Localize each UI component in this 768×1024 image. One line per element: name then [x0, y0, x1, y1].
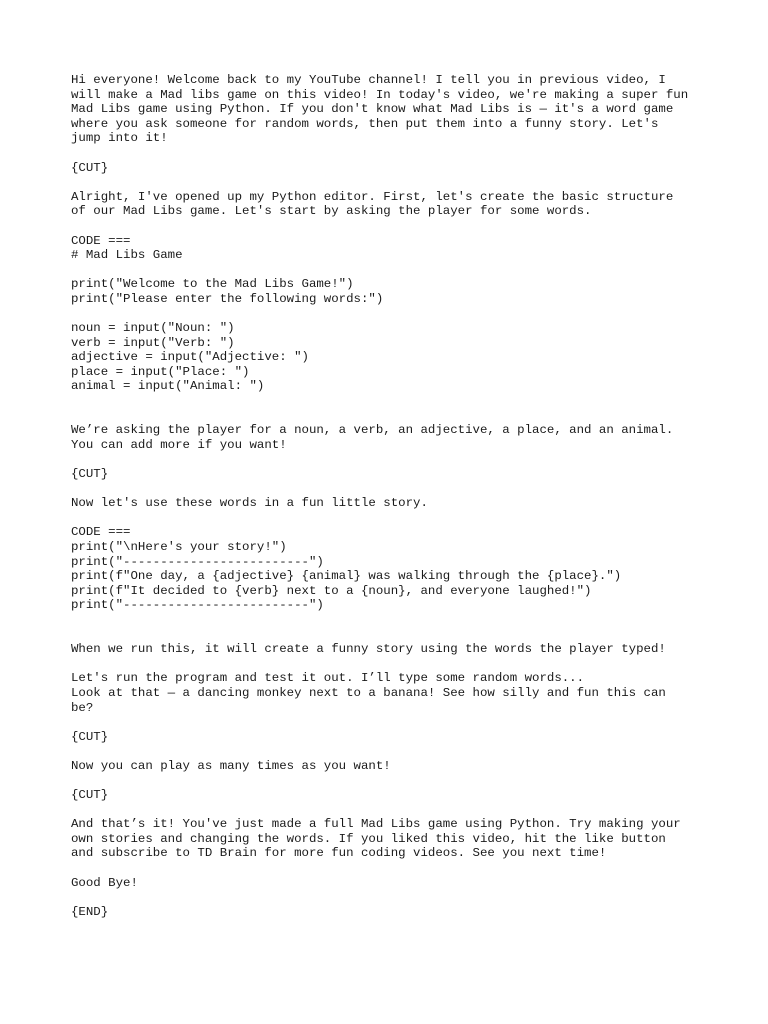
inputs-explanation-paragraph: We’re asking the player for a noun, a verb, an adjective, a place, and an animal. You can add more if you want!	[71, 423, 674, 452]
editor-paragraph: Alright, I've opened up my Python editor. First, let's create the basic structure of our Mad Libs game. Let's start by asking the player for some words.	[71, 189, 674, 219]
cut-marker: {CUT}	[71, 467, 109, 482]
test-run-paragraph: Let's run the program and test it out. I’ll type some random words... Look at that — a dancing monkey next to a banana! See how silly and fun this can be?	[71, 671, 666, 715]
goodbye-paragraph: Good Bye!	[71, 875, 138, 890]
cut-marker: {CUT}	[71, 160, 109, 175]
outro-paragraph: And that’s it! You've just made a full Mad Libs game using Python. Try making your own stories and changing the words. If you liked this video, hit the like button and subscribe to TD Brain for more fun coding videos. See you next time!	[71, 817, 681, 861]
run-explanation-paragraph: When we run this, it will create a funny story using the words the player typed!	[71, 642, 666, 657]
code-block-header: CODE === # Mad Libs Game	[71, 233, 183, 263]
document-page	[71, 73, 731, 919]
code-block-print-welcome: print("Welcome to the Mad Libs Game!") print("Please enter the following words:")	[71, 277, 384, 306]
cut-marker: {CUT}	[71, 729, 109, 744]
replay-paragraph: Now you can play as many times as you want!	[71, 758, 391, 773]
end-marker: {END}	[71, 904, 109, 919]
story-intro-paragraph: Now let's use these words in a fun little story.	[71, 496, 428, 511]
code-block-inputs: noun = input("Noun: ") verb = input("Verb: ") adjective = input("Adjective: ") place = input("Place: ") animal = input("Animal: ")	[71, 321, 309, 394]
code-block-story: CODE === print("\nHere's your story!") print("-------------------------") print(f"One day, a {adjective} {animal} was walking through the {place}.") print(f"It decided to {verb} next to a {noun}, and everyone laughed!") print("-------------------------")	[71, 525, 622, 613]
intro-paragraph: Hi everyone! Welcome back to my YouTube channel! I tell you in previous video, I will make a Mad libs game on this video! In today's video, we're making a super fun Mad Libs game using Python. If you don't know what Mad Libs is — it's a word game where you ask someone for random words, then put them into a funny story. Let's jump into it!	[71, 73, 689, 146]
cut-marker: {CUT}	[71, 788, 109, 803]
